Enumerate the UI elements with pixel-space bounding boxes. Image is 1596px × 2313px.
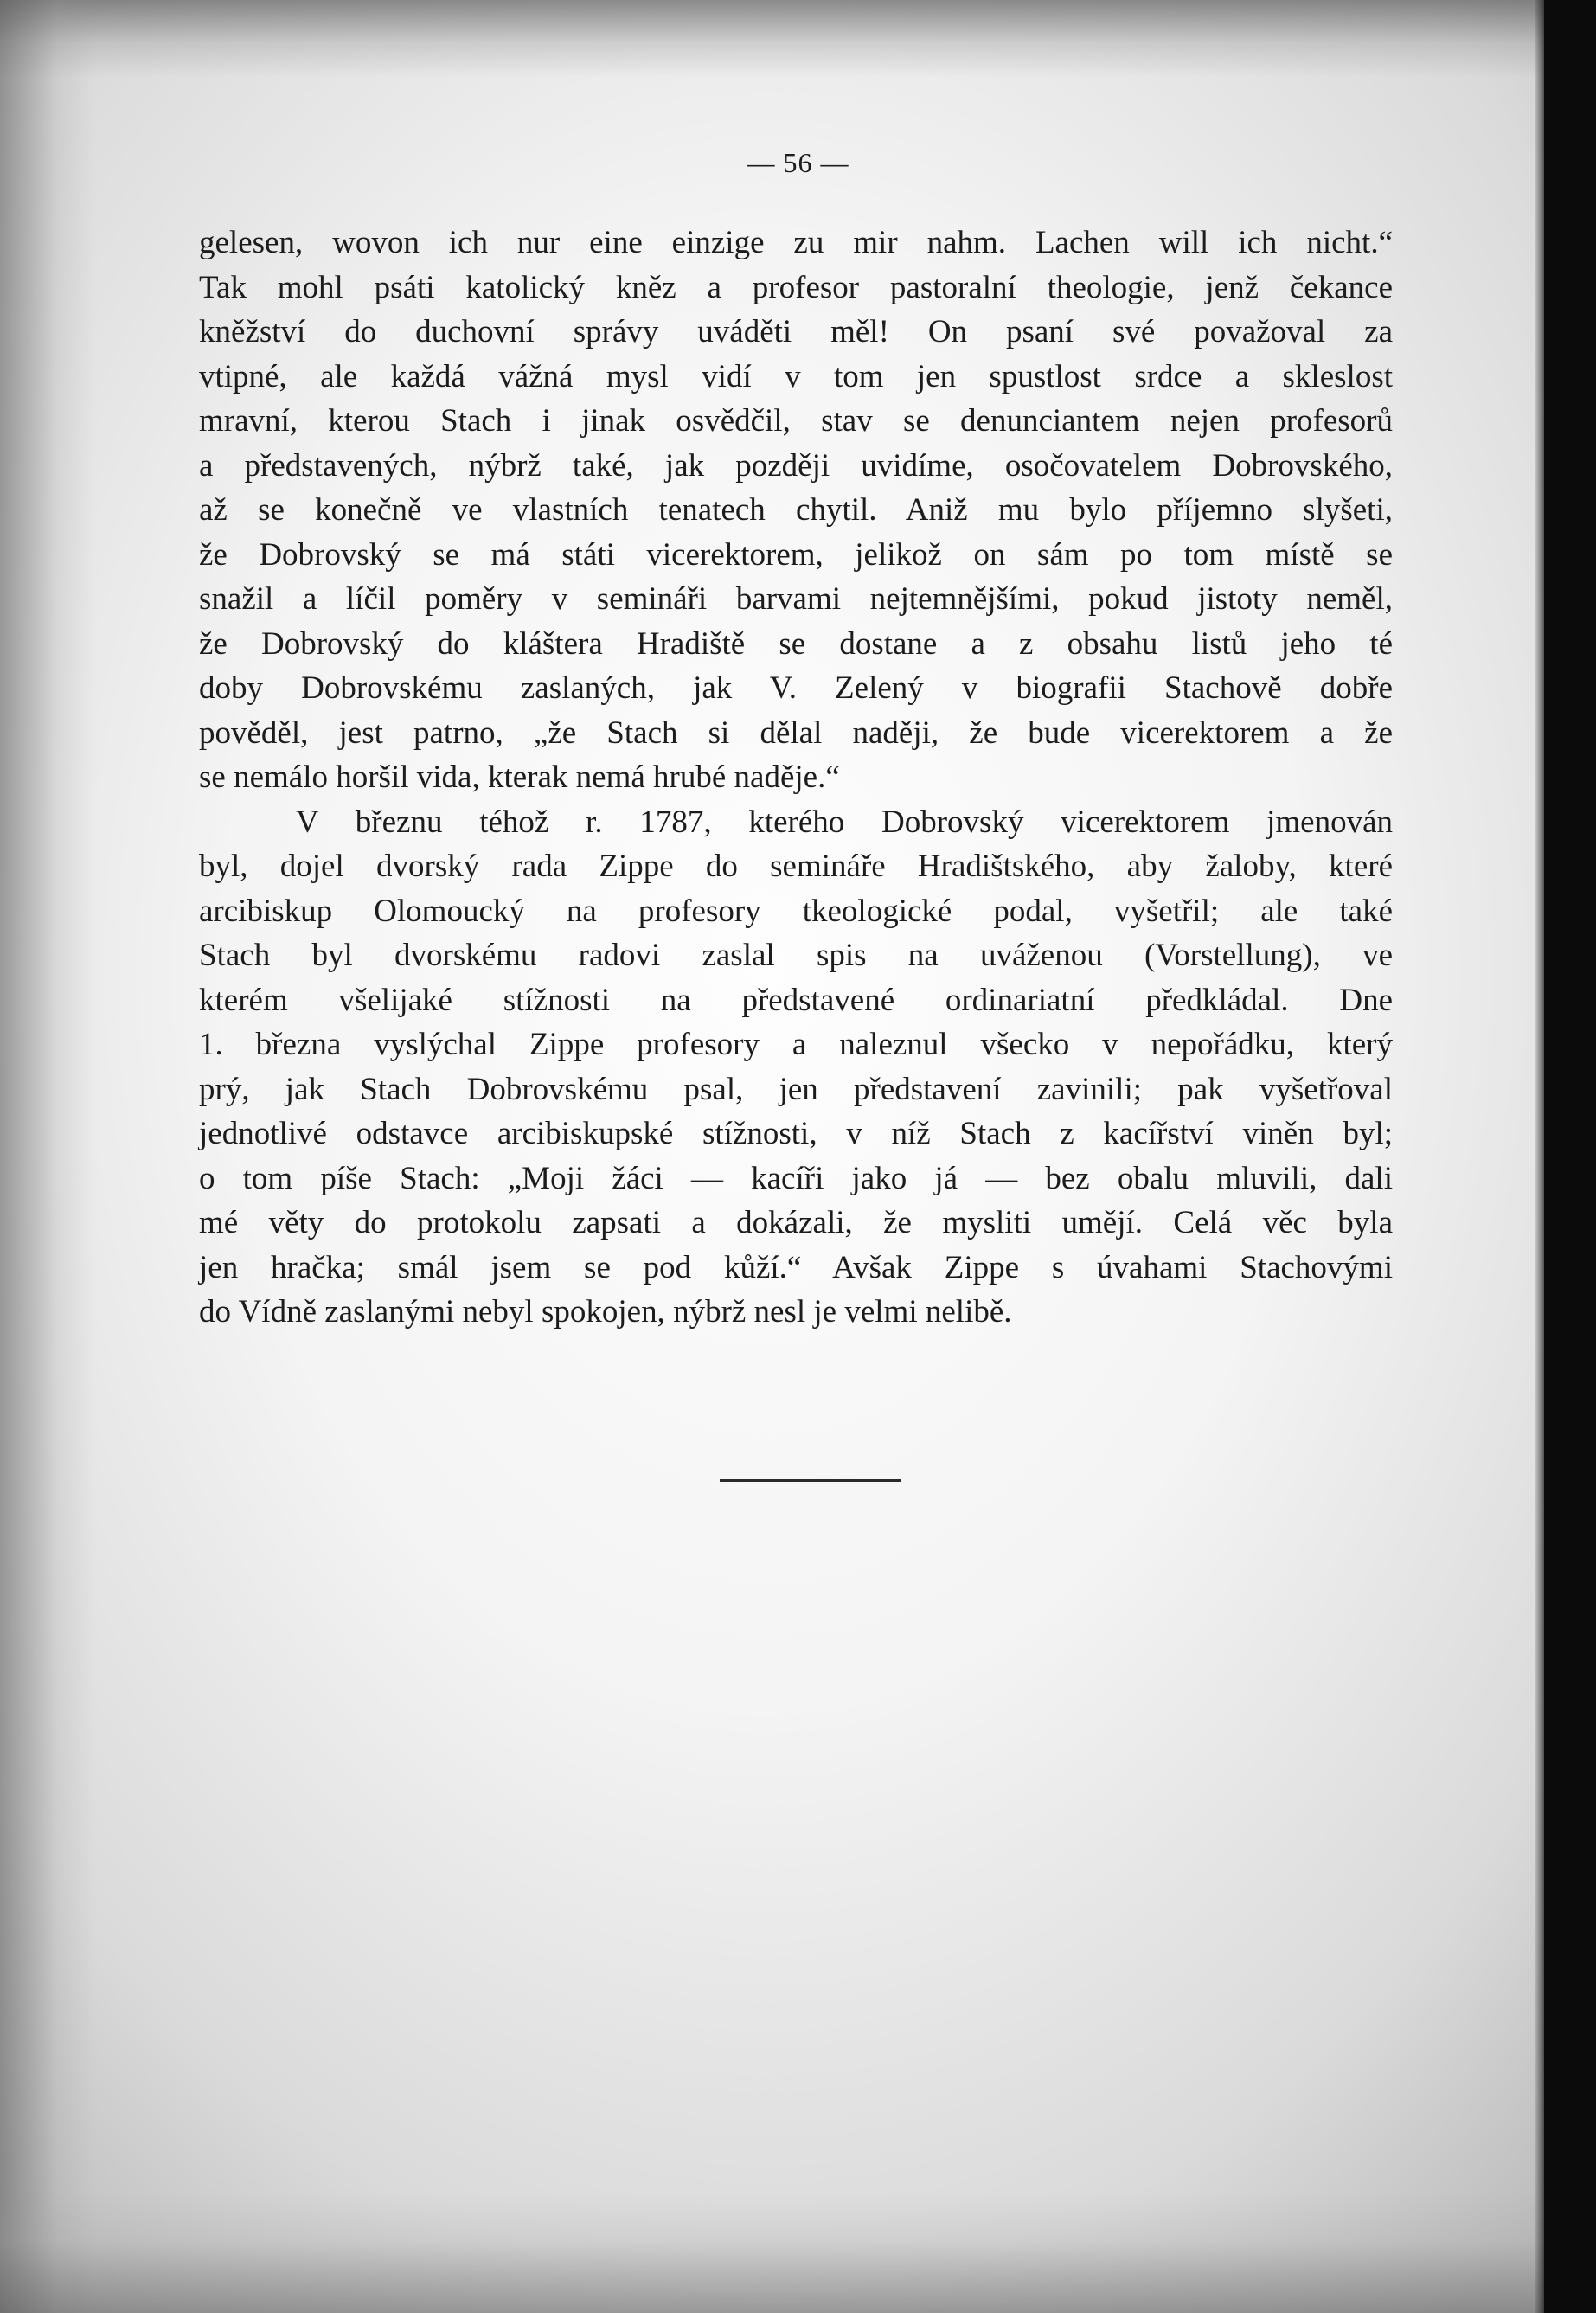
text-line: se nemálo horšil vida, kterak nemá hrubé naděje.“ bbox=[199, 759, 840, 795]
text-line: jednotlivé odstavce arcibiskupské stížnosti, v níž Stach z kacířství viněn byl; bbox=[199, 1116, 1393, 1151]
text-line: V březnu téhož r. 1787, kterého Dobrovský vicerektorem jmenován bbox=[296, 804, 1393, 840]
text-line: arcibiskup Olomoucký na profesory tkeologické podal, vyšetřil; ale také bbox=[199, 893, 1393, 929]
paragraph bbox=[199, 221, 1393, 800]
section-end-rule bbox=[720, 1479, 901, 1482]
text-line: Tak mohl psáti katolický kněz a profesor pastoralní theologie, jenž čekance bbox=[199, 269, 1393, 305]
text-line: Stach byl dvorskému radovi zaslal spis na uváženou (Vorstellung), ve bbox=[199, 938, 1393, 973]
paragraph bbox=[199, 800, 1393, 1335]
text-line: doby Dobrovskému zaslaných, jak V. Zelený v biografii Stachově dobře bbox=[199, 670, 1393, 706]
text-line: gelesen, wovon ich nur eine einzige zu mir nahm. Lachen will ich nicht.“ bbox=[199, 225, 1393, 260]
text-line: kterém všelijaké stížnosti na představené ordinariatní předkládal. Dne bbox=[199, 982, 1393, 1018]
text-line: že Dobrovský se má státi vicerektorem, jelikož on sám po tom místě se bbox=[199, 536, 1393, 573]
text-line: prý, jak Stach Dobrovskému psal, jen představení zavinili; pak vyšetřoval bbox=[199, 1071, 1393, 1107]
text-line: že Dobrovský do kláštera Hradiště se dostane a z obsahu listů jeho té bbox=[199, 625, 1393, 662]
text-line: pověděl, jest patrno, „že Stach si dělal naději, že bude vicerektorem a že bbox=[199, 714, 1393, 751]
scan-shadow-left bbox=[0, 0, 95, 2313]
text-line: byl, dojel dvorský rada Zippe do semináře Hradištského, aby žaloby, které bbox=[199, 849, 1393, 884]
text-line: mravní, kterou Stach i jinak osvědčil, stav se denunciantem nejen profesorů bbox=[199, 403, 1393, 439]
text-line: do Vídně zaslanými nebyl spokojen, nýbrž nesl je velmi nelibě. bbox=[199, 1294, 1012, 1329]
scan-shadow-bottom bbox=[0, 2192, 1596, 2313]
page-number: — 56 — bbox=[747, 147, 849, 178]
body-text bbox=[199, 221, 1393, 1335]
text-line: o tom píše Stach: „Moji žáci — kacíři jako já — bez obalu mluvili, dali bbox=[199, 1160, 1393, 1196]
text-line: mé věty do protokolu zapsati a dokázali, že mysliti umějí. Celá věc byla bbox=[199, 1205, 1393, 1240]
text-line: jen hračka; smál jsem se pod kůží.“ Avšak Zippe s úvahami Stachovými bbox=[199, 1249, 1393, 1285]
scan-shadow-top bbox=[0, 0, 1596, 78]
scan-border-right bbox=[1544, 0, 1596, 2313]
text-line: až se konečně ve vlastních tenatech chytil. Aniž mu bylo příjemno slyšeti, bbox=[199, 492, 1393, 528]
text-line: snažil a líčil poměry v semináři barvami nejtemnějšími, pokud jistoty neměl, bbox=[199, 581, 1393, 617]
text-line: a představených, nýbrž také, jak později uvidíme, osočovatelem Dobrovského, bbox=[199, 447, 1393, 484]
text-line: vtipné, ale každá vážná mysl vidí v tom jen spustlost srdce a skleslost bbox=[199, 358, 1393, 394]
text-line: 1. března vyslýchal Zippe profesory a naleznul všecko v nepořádku, který bbox=[199, 1027, 1393, 1062]
text-line: kněžství do duchovní správy uváděti měl! On psaní své považoval za bbox=[199, 314, 1393, 349]
